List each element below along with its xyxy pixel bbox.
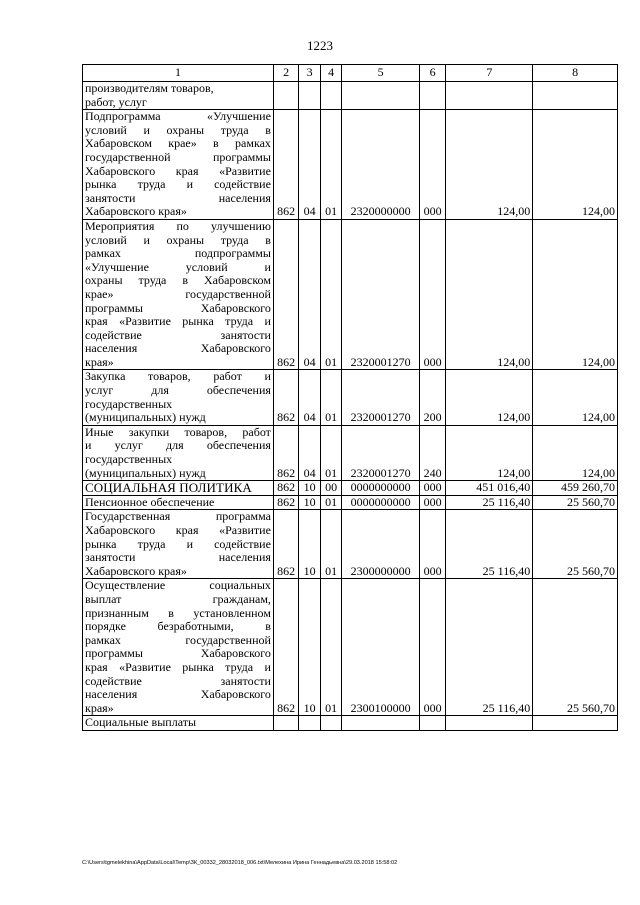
description-line: Пенсионное обеспечение — [85, 494, 215, 509]
cell-c7: 124,00 — [446, 219, 533, 370]
row-description — [83, 82, 274, 110]
table-row — [83, 425, 618, 480]
cell-c2: 862 — [273, 579, 299, 716]
cell-c4: 01 — [320, 495, 341, 510]
cell-c3: 04 — [299, 110, 320, 220]
cell-c2 — [273, 82, 299, 110]
cell-c6: 000 — [419, 510, 446, 579]
cell-c5: 0000000000 — [342, 495, 420, 510]
cell-c6: 000 — [419, 481, 446, 496]
cell-c4: 01 — [320, 370, 341, 425]
description-line: Хабаровском крае» в рамках — [85, 136, 271, 151]
cell-c5: 2300000000 — [342, 510, 420, 579]
description-line: условий и охраны труда в — [85, 122, 271, 137]
description-line: рамках подпрограммы — [85, 246, 271, 261]
description-line: занятости населения — [85, 190, 271, 205]
row-description — [83, 579, 274, 716]
cell-c6: 200 — [419, 370, 446, 425]
cell-c8: 124,00 — [533, 219, 618, 370]
column-header: 6 — [419, 65, 446, 82]
description-line: и услуг для обеспечения — [85, 438, 271, 453]
description-line: государственной программы — [85, 149, 271, 164]
cell-c3: 10 — [299, 579, 320, 716]
description-line: содействие занятости — [85, 327, 271, 342]
description-line: услуг для обеспечения — [85, 383, 271, 398]
cell-c5: 2320001270 — [342, 425, 420, 480]
page-number: 1223 — [307, 38, 333, 53]
description-line: программы Хабаровского — [85, 646, 271, 661]
cell-c7: 124,00 — [446, 110, 533, 220]
cell-c6: 000 — [419, 219, 446, 370]
budget-table — [82, 64, 618, 731]
cell-c2: 862 — [273, 110, 299, 220]
description-line: (муниципальных) нужд — [85, 410, 206, 425]
cell-c3: 10 — [299, 481, 320, 496]
description-line: Хабаровского края» — [85, 563, 187, 578]
column-header: 4 — [320, 65, 341, 82]
file-path-footer: C:\Users\tgmelekhina\AppData\Local\Temp\ЗК_00332_28032018_006.txt\Мелехина Ирина Геннадьевна\29.03.2018 15:58:02 — [82, 860, 398, 866]
cell-c8 — [533, 82, 618, 110]
table-row — [83, 495, 618, 510]
cell-c3: 04 — [299, 425, 320, 480]
cell-c6 — [419, 82, 446, 110]
table-row — [83, 579, 618, 716]
description-line: края» — [85, 700, 114, 715]
column-header: 3 — [299, 65, 320, 82]
table-row — [83, 82, 618, 110]
row-description — [83, 510, 274, 579]
cell-c5: 2320000000 — [342, 110, 420, 220]
description-line: программы Хабаровского — [85, 300, 271, 315]
description-line: крае» государственной — [85, 286, 271, 301]
cell-c8: 25 560,70 — [533, 579, 618, 716]
description-line: (муниципальных) нужд — [85, 465, 206, 480]
description-line: признанным в установленном — [85, 605, 271, 620]
table-row — [83, 219, 618, 370]
description-line: рынка труда и содействие — [85, 177, 271, 192]
description-line: населения Хабаровского — [85, 341, 271, 356]
cell-c2: 862 — [273, 219, 299, 370]
cell-c8: 124,00 — [533, 370, 618, 425]
description-line: государственных — [85, 452, 173, 467]
row-description — [83, 219, 274, 370]
description-line: условий и охраны труда в — [85, 232, 271, 247]
description-line: края «Развитие рынка труда и — [85, 659, 271, 674]
description-line: СОЦИАЛЬНАЯ ПОЛИТИКА — [85, 480, 252, 496]
row-description — [83, 481, 274, 496]
cell-c7: 25 116,40 — [446, 579, 533, 716]
cell-c5: 2320001270 — [342, 370, 420, 425]
description-line: Социальные выплаты — [85, 715, 197, 730]
cell-c4 — [320, 82, 341, 110]
description-line: Хабаровского края «Развитие — [85, 523, 271, 537]
cell-c3: 10 — [299, 495, 320, 510]
description-line: Государственная программа — [85, 509, 271, 524]
cell-c6: 000 — [419, 579, 446, 716]
cell-c4: 00 — [320, 481, 341, 496]
table-row — [83, 370, 618, 425]
cell-c3: 04 — [299, 219, 320, 370]
cell-c2: 862 — [273, 425, 299, 480]
table-row — [83, 481, 618, 496]
row-description — [83, 716, 274, 731]
cell-c8: 124,00 — [533, 425, 618, 480]
cell-c2 — [273, 716, 299, 731]
cell-c6: 000 — [419, 495, 446, 510]
cell-c2: 862 — [273, 481, 299, 496]
description-line: рамках государственной — [85, 632, 271, 647]
description-line: работ, услуг — [85, 94, 147, 109]
cell-c2: 862 — [273, 510, 299, 579]
description-line: края» — [85, 354, 114, 369]
description-line: Мероприятия по улучшению — [85, 218, 271, 233]
description-line: государственных — [85, 396, 173, 411]
description-line: Иные закупки товаров, работ — [85, 424, 271, 439]
row-description — [83, 370, 274, 425]
column-header: 2 — [273, 65, 299, 82]
table-row — [83, 510, 618, 579]
cell-c4: 01 — [320, 579, 341, 716]
description-line: Закупка товаров, работ и — [85, 369, 271, 384]
cell-c7: 124,00 — [446, 425, 533, 480]
cell-c6: 240 — [419, 425, 446, 480]
column-header: 5 — [342, 65, 420, 82]
column-header: 7 — [446, 65, 533, 82]
description-line: Хабаровского края «Развитие — [85, 163, 271, 178]
cell-c7: 124,00 — [446, 370, 533, 425]
description-line: Осуществление социальных — [85, 578, 271, 593]
description-line: населения Хабаровского — [85, 687, 271, 702]
cell-c4: 01 — [320, 110, 341, 220]
description-line: рынка труда и содействие — [85, 536, 271, 551]
cell-c2: 862 — [273, 495, 299, 510]
cell-c4: 01 — [320, 510, 341, 579]
table-row — [83, 110, 618, 220]
cell-c7: 25 116,40 — [446, 510, 533, 579]
description-line: Подпрограмма «Улучшение — [85, 109, 271, 124]
cell-c8: 459 260,70 — [533, 481, 618, 496]
column-header: 8 — [533, 65, 618, 82]
cell-c7: 451 016,40 — [446, 481, 533, 496]
description-line: производителям товаров, — [85, 81, 214, 95]
cell-c5: 2320001270 — [342, 219, 420, 370]
cell-c2: 862 — [273, 370, 299, 425]
cell-c6: 000 — [419, 110, 446, 220]
cell-c7 — [446, 82, 533, 110]
cell-c4 — [320, 716, 341, 731]
cell-c8: 124,00 — [533, 110, 618, 220]
row-description — [83, 425, 274, 480]
cell-c5 — [342, 82, 420, 110]
row-description — [83, 495, 274, 510]
description-line: «Улучшение условий и — [85, 259, 271, 274]
table-row — [83, 716, 618, 731]
cell-c3: 04 — [299, 370, 320, 425]
row-description — [83, 110, 274, 220]
cell-c5: 0000000000 — [342, 481, 420, 496]
cell-c7 — [446, 716, 533, 731]
cell-c5: 2300100000 — [342, 579, 420, 716]
description-line: края «Развитие рынка труда и — [85, 314, 271, 329]
description-line: выплат гражданам, — [85, 591, 271, 606]
cell-c8: 25 560,70 — [533, 495, 618, 510]
column-header: 1 — [83, 65, 274, 82]
cell-c4: 01 — [320, 425, 341, 480]
cell-c7: 25 116,40 — [446, 495, 533, 510]
cell-c5 — [342, 716, 420, 731]
description-line: Хабаровского края» — [85, 204, 187, 219]
cell-c3 — [299, 716, 320, 731]
description-line: охраны труда в Хабаровском — [85, 273, 271, 288]
cell-c8: 25 560,70 — [533, 510, 618, 579]
cell-c4: 01 — [320, 219, 341, 370]
cell-c8 — [533, 716, 618, 731]
description-line: порядке безработными, в — [85, 619, 271, 634]
description-line: занятости населения — [85, 550, 271, 565]
cell-c3 — [299, 82, 320, 110]
description-line: содействие занятости — [85, 673, 271, 688]
cell-c6 — [419, 716, 446, 731]
cell-c3: 10 — [299, 510, 320, 579]
table-header-row — [83, 65, 618, 82]
